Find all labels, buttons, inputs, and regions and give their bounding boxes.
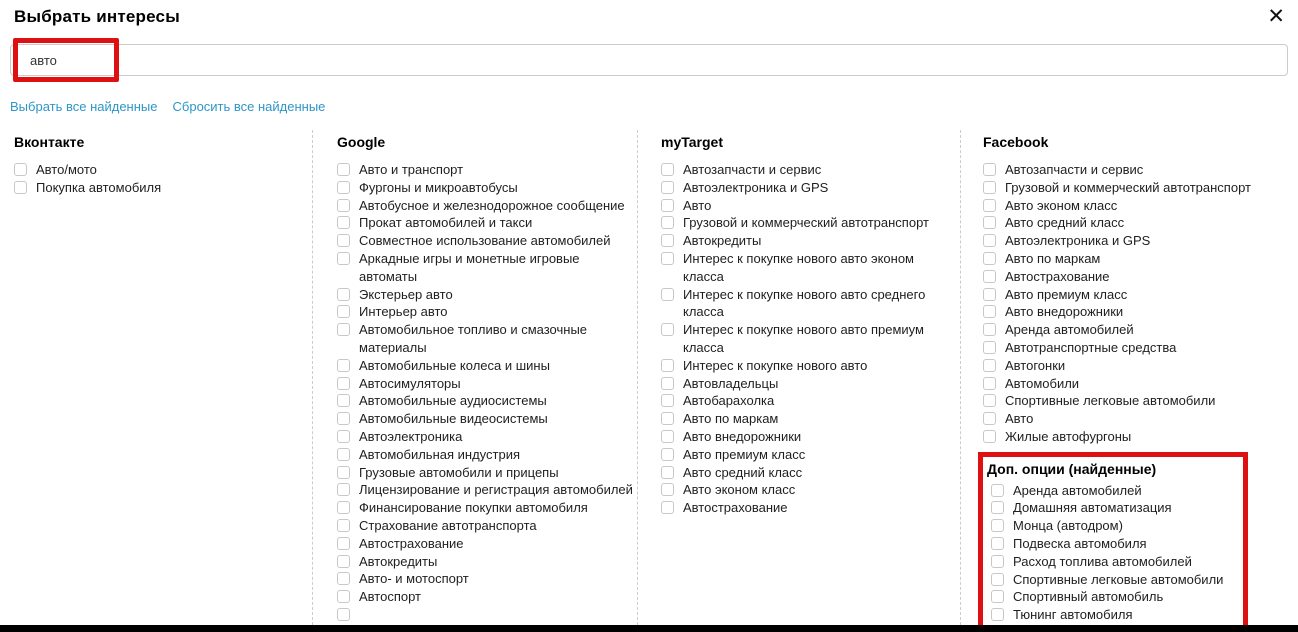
interest-label: Автобарахолка — [683, 393, 775, 409]
interest-label: Автобусное и железнодорожное сообщение — [359, 197, 625, 213]
checkbox[interactable] — [991, 573, 1004, 586]
platform-column-google — [313, 130, 638, 625]
checkbox[interactable] — [337, 252, 350, 265]
interest-label: Интерьер авто — [359, 304, 448, 320]
interest-item[interactable] — [337, 446, 637, 464]
checkbox[interactable] — [337, 590, 350, 603]
interest-item[interactable] — [983, 303, 1298, 321]
interest-item[interactable] — [983, 268, 1298, 286]
interest-label: Монца (автодром) — [1013, 518, 1123, 534]
checkbox[interactable] — [337, 555, 350, 568]
checkbox[interactable] — [337, 430, 350, 443]
interest-label: Автогонки — [1005, 357, 1066, 373]
interest-item[interactable] — [983, 286, 1298, 304]
search-input[interactable] — [10, 44, 1288, 76]
interest-item[interactable] — [987, 517, 1239, 535]
interest-label: Авто по маркам — [1005, 250, 1101, 266]
interest-item[interactable] — [337, 553, 637, 571]
checkbox[interactable] — [337, 394, 350, 407]
checkbox[interactable] — [991, 608, 1004, 621]
column-header: Вконтакте — [14, 134, 85, 150]
checkbox[interactable] — [337, 323, 350, 336]
interest-item[interactable] — [661, 375, 960, 393]
checkbox[interactable] — [337, 305, 350, 318]
checkbox[interactable] — [661, 252, 674, 265]
checkbox[interactable] — [337, 163, 350, 176]
interest-label: Автозапчасти и сервис — [1005, 162, 1144, 177]
interest-item[interactable] — [661, 321, 960, 357]
interest-item[interactable] — [337, 392, 637, 410]
interest-label: Расход топлива автомобилей — [1013, 553, 1192, 569]
interest-label: Фургоны и микроавтобусы — [359, 179, 518, 195]
interest-label: Авто премиум класс — [1005, 286, 1128, 302]
interest-item[interactable] — [337, 250, 637, 286]
checkbox[interactable] — [337, 519, 350, 532]
interest-item[interactable] — [337, 517, 637, 535]
checkbox[interactable] — [661, 448, 674, 461]
interest-label: Автострахование — [359, 535, 464, 551]
interest-label: Автомобили — [1005, 375, 1080, 391]
bulk-actions — [10, 99, 325, 114]
interest-item[interactable] — [983, 321, 1298, 339]
interest-label: Авто и транспорт — [359, 162, 464, 177]
interest-item[interactable] — [337, 161, 637, 179]
interest-item[interactable] — [337, 197, 637, 215]
interest-item[interactable] — [337, 570, 637, 588]
interest-item[interactable] — [661, 232, 960, 250]
checkbox[interactable] — [337, 448, 350, 461]
checkbox[interactable] — [983, 163, 996, 176]
column-header: myTarget — [661, 134, 723, 150]
checkbox[interactable] — [661, 288, 674, 301]
interest-label: Грузовой и коммерческий автотранспорт — [683, 215, 929, 231]
interest-label: Спортивные легковые автомобили — [1013, 571, 1224, 587]
interest-item[interactable] — [983, 357, 1298, 375]
interest-item[interactable] — [337, 375, 637, 393]
checkbox[interactable] — [661, 501, 674, 514]
checkbox[interactable] — [337, 572, 350, 585]
interest-label: Автострахование — [683, 500, 788, 516]
interest-item[interactable] — [14, 179, 312, 197]
interest-label: Интерес к покупке нового авто эконом класса — [683, 250, 914, 284]
interest-label: Аренда автомобилей — [1005, 322, 1134, 338]
interest-item[interactable] — [661, 197, 960, 215]
bottom-page-edge-bar — [0, 625, 1298, 632]
interest-label: Авто внедорожники — [683, 428, 802, 444]
checkbox[interactable] — [983, 412, 996, 425]
checkbox[interactable] — [991, 484, 1004, 497]
interest-label: Автомобильные аудиосистемы — [359, 393, 547, 409]
interest-label: Автоэлектроника — [359, 428, 463, 444]
interest-item[interactable] — [661, 214, 960, 232]
checkbox[interactable] — [661, 216, 674, 229]
interest-item[interactable] — [983, 179, 1298, 197]
interest-label: Авто внедорожники — [1005, 304, 1124, 320]
interest-label: Автомобильные колеса и шины — [359, 357, 550, 373]
platform-column-mytarget — [638, 130, 961, 625]
platform-column-вконтакте — [0, 130, 313, 625]
interest-item[interactable] — [337, 286, 637, 304]
interest-item[interactable] — [337, 303, 637, 321]
interest-item[interactable] — [337, 410, 637, 428]
interest-label: Совместное использование автомобилей — [359, 233, 611, 249]
checkbox[interactable] — [14, 163, 27, 176]
checkbox[interactable] — [991, 537, 1004, 550]
interest-item[interactable] — [987, 588, 1239, 606]
interest-label: Жилые автофургоны — [1005, 428, 1132, 444]
interest-label: Автосимуляторы — [359, 375, 461, 391]
checkbox[interactable] — [337, 412, 350, 425]
checkbox[interactable] — [983, 377, 996, 390]
checkbox[interactable] — [661, 234, 674, 247]
checkbox[interactable] — [983, 341, 996, 354]
interest-item[interactable] — [337, 214, 637, 232]
interest-item[interactable] — [337, 481, 637, 499]
checkbox[interactable] — [337, 537, 350, 550]
interest-item[interactable] — [983, 410, 1298, 428]
interest-item[interactable] — [661, 179, 960, 197]
interest-item[interactable] — [337, 232, 637, 250]
checkbox[interactable] — [991, 501, 1004, 514]
interest-item[interactable] — [661, 464, 960, 482]
checkbox[interactable] — [337, 483, 350, 496]
reset-all-found-link[interactable]: Сбросить все найденные — [172, 99, 326, 114]
interest-item[interactable] — [337, 357, 637, 375]
interest-item[interactable] — [661, 250, 960, 286]
checkbox[interactable] — [983, 359, 996, 372]
checkbox[interactable] — [983, 216, 996, 229]
checkbox[interactable] — [983, 394, 996, 407]
checkbox[interactable] — [661, 359, 674, 372]
checkbox[interactable] — [983, 199, 996, 212]
platform-columns — [0, 130, 1298, 625]
interest-label: Покупка автомобиля — [36, 179, 162, 195]
interest-item[interactable] — [661, 446, 960, 464]
interest-label: Автоэлектроника и GPS — [1005, 233, 1151, 249]
checkbox[interactable] — [661, 394, 674, 407]
checkbox[interactable] — [337, 288, 350, 301]
checkbox[interactable] — [661, 466, 674, 479]
interest-label: Подвеска автомобиля — [1013, 535, 1147, 551]
interest-label: Автомобильная индустрия — [359, 446, 520, 462]
interest-item[interactable] — [337, 464, 637, 482]
interest-item[interactable] — [983, 392, 1298, 410]
interest-label: Автотранспортные средства — [1005, 339, 1177, 355]
checkbox[interactable] — [661, 412, 674, 425]
interest-label: Страхование автотранспорта — [359, 517, 537, 533]
interest-item[interactable] — [337, 179, 637, 197]
checkbox[interactable] — [337, 377, 350, 390]
interest-label: Авто по маркам — [683, 411, 779, 427]
checkbox[interactable] — [983, 181, 996, 194]
interest-label: Интерес к покупке нового авто — [683, 357, 868, 373]
checkbox[interactable] — [337, 466, 350, 479]
interest-label: Спортивный автомобиль — [1013, 589, 1164, 605]
interest-label: Спортивные легковые автомобили — [1005, 393, 1216, 409]
interest-item[interactable] — [661, 410, 960, 428]
interest-label: Авто- и мотоспорт — [359, 571, 469, 587]
checkbox[interactable] — [337, 199, 350, 212]
checkbox[interactable] — [991, 555, 1004, 568]
interest-label: Автовладельцы — [683, 375, 779, 391]
checkbox[interactable] — [337, 501, 350, 514]
checkbox[interactable] — [983, 270, 996, 283]
interest-item[interactable] — [661, 481, 960, 499]
interest-label: Лицензирование и регистрация автомобилей — [359, 482, 633, 498]
checkbox[interactable] — [337, 216, 350, 229]
interest-label: Авто премиум класс — [683, 446, 806, 462]
checkbox[interactable] — [661, 199, 674, 212]
interest-item[interactable] — [337, 499, 637, 517]
interest-item[interactable] — [987, 535, 1239, 553]
checkbox[interactable] — [14, 181, 27, 194]
column-header: Google — [337, 134, 386, 150]
checkbox[interactable] — [983, 252, 996, 265]
interest-label: Автокредиты — [359, 553, 438, 569]
extra-options-title: Доп. опции (найденные) — [987, 460, 1157, 477]
checkbox[interactable] — [337, 234, 350, 247]
column-header: Facebook — [983, 134, 1049, 150]
interest-label: Автокредиты — [683, 233, 762, 249]
interest-label: Экстерьер авто — [359, 286, 453, 302]
interest-item[interactable] — [983, 197, 1298, 215]
interest-item[interactable] — [14, 161, 312, 179]
interest-label: Авто средний класс — [683, 464, 803, 480]
page-title: Выбрать интересы — [14, 7, 180, 26]
checkbox[interactable] — [983, 234, 996, 247]
interest-item[interactable] — [661, 357, 960, 375]
checkbox[interactable] — [661, 181, 674, 194]
interest-label: Автоспорт — [359, 589, 421, 605]
checkbox[interactable] — [983, 430, 996, 443]
extra-options-section-highlighted — [978, 452, 1248, 625]
interest-label: Авто — [1005, 411, 1034, 427]
checkbox[interactable] — [661, 430, 674, 443]
interest-label: Финансирование покупки автомобиля — [359, 500, 588, 516]
interest-item[interactable] — [661, 286, 960, 322]
checkbox[interactable] — [337, 608, 350, 621]
interest-item[interactable] — [983, 232, 1298, 250]
checkbox[interactable] — [983, 323, 996, 336]
interest-item[interactable] — [987, 571, 1239, 589]
checkbox[interactable] — [661, 323, 674, 336]
interest-label: Авто эконом класс — [683, 482, 796, 498]
interest-item[interactable] — [661, 428, 960, 446]
interest-item[interactable] — [987, 553, 1239, 571]
platform-column-facebook — [961, 130, 1298, 625]
interest-item[interactable] — [983, 428, 1298, 446]
interest-item[interactable] — [987, 482, 1239, 500]
interest-label: Авто — [683, 197, 712, 213]
checkbox[interactable] — [983, 288, 996, 301]
interest-item[interactable] — [983, 339, 1298, 357]
checkbox[interactable] — [991, 519, 1004, 532]
interest-label: Автозапчасти и сервис — [683, 162, 822, 177]
interest-label: Автострахование — [1005, 268, 1110, 284]
interest-item[interactable] — [661, 499, 960, 517]
interest-label: Грузовые автомобили и прицепы — [359, 464, 559, 480]
interest-item[interactable] — [661, 161, 960, 179]
select-all-found-link[interactable]: Выбрать все найденные — [10, 99, 158, 114]
interest-label: Автомобильные видеосистемы — [359, 411, 548, 427]
interest-item[interactable] — [983, 214, 1298, 232]
checkbox[interactable] — [983, 305, 996, 318]
interest-label: Аренда автомобилей — [1013, 482, 1142, 498]
interest-label: Автоэлектроника и GPS — [683, 179, 829, 195]
interest-item[interactable] — [337, 321, 637, 357]
checkbox[interactable] — [661, 163, 674, 176]
interest-item[interactable] — [337, 428, 637, 446]
interest-item[interactable] — [987, 606, 1239, 624]
interest-label: Прокат автомобилей и такси — [359, 215, 533, 231]
checkbox[interactable] — [337, 359, 350, 372]
interest-label: Аркадные игры и монетные игровые автоматы — [359, 250, 580, 284]
interest-item[interactable] — [661, 392, 960, 410]
interest-label: Домашняя автоматизация — [1013, 500, 1172, 516]
interest-item[interactable] — [337, 588, 637, 606]
checkbox[interactable] — [991, 590, 1004, 603]
interest-item[interactable] — [983, 161, 1298, 179]
interest-label: Авто эконом класс — [1005, 197, 1118, 213]
interest-item[interactable] — [987, 499, 1239, 517]
interest-label: Интерес к покупке нового авто среднего класса — [683, 286, 926, 320]
interest-item[interactable] — [337, 606, 637, 621]
interest-item[interactable] — [337, 535, 637, 553]
interest-item[interactable] — [983, 375, 1298, 393]
checkbox[interactable] — [337, 181, 350, 194]
interest-label: Авто/мото — [36, 162, 97, 177]
interest-label: Интерес к покупке нового авто премиум класса — [683, 322, 924, 355]
interest-label: Автомобильное топливо и смазочные материалы — [359, 322, 588, 355]
checkbox[interactable] — [661, 483, 674, 496]
interest-label: Грузовой и коммерческий автотранспорт — [1005, 179, 1251, 195]
interest-label: Тюнинг автомобиля — [1013, 607, 1133, 623]
interest-item[interactable] — [983, 250, 1298, 268]
interest-label: Авто средний класс — [1005, 215, 1125, 231]
checkbox[interactable] — [661, 377, 674, 390]
close-icon[interactable]: ✕ — [1267, 5, 1285, 28]
